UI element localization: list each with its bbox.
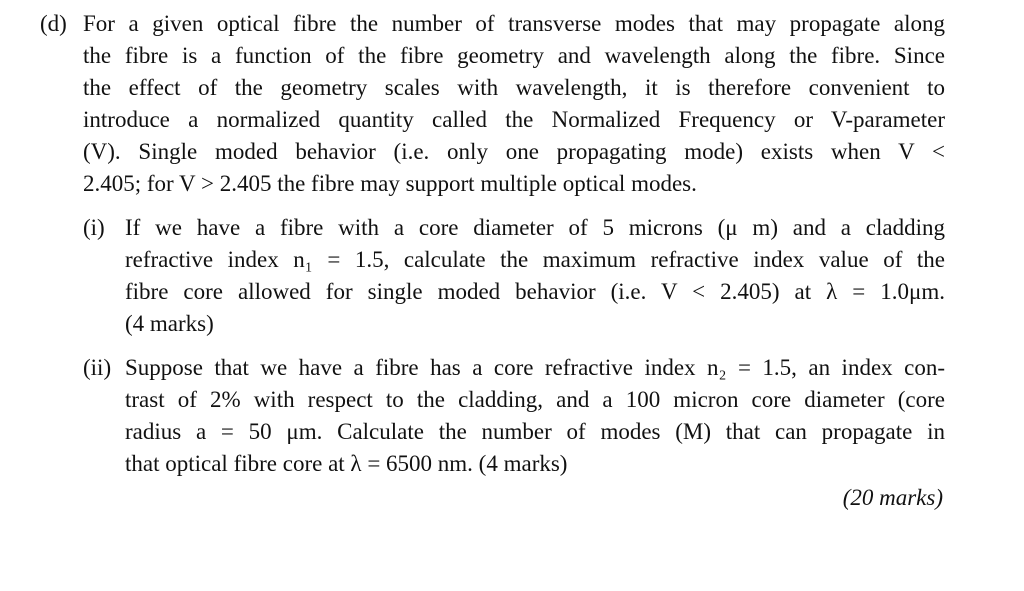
- sub-question-line: fibre core allowed for single moded behavior (i.e. V < 2.405) at λ = 1.0μm.: [125, 279, 945, 304]
- sub-question-ii: [83, 352, 945, 480]
- question-d-text: [40, 8, 945, 200]
- sub-question-line: If we have a fibre with a core diameter of 5 microns (μ m) and a cladding: [125, 215, 945, 240]
- question-line: For a given optical fibre the number of transverse modes that may propagate along: [83, 11, 945, 36]
- question-line: the fibre is a function of the fibre geometry and wavelength along the fibre. Since: [83, 43, 945, 68]
- sub-question-ii-label: (ii): [83, 355, 112, 380]
- sub-question-line: Suppose that we have a fibre has a core refractive index n₂ = 1.5, an index con-: [125, 355, 945, 380]
- question-label: (d): [40, 11, 67, 36]
- sub-question-line: trast of 2% with respect to the cladding, and a 100 micron core diameter (core: [125, 387, 945, 412]
- sub-question-i: [83, 212, 945, 340]
- sub-question-line: (4 marks): [125, 311, 214, 336]
- total-marks: (20 marks): [842, 485, 943, 510]
- sub-question-ii-text: [83, 352, 945, 480]
- question-line: the effect of the geometry scales with wavelength, it is therefore convenient to: [83, 75, 945, 100]
- question-d: [40, 8, 945, 200]
- sub-question-line: radius a = 50 μm. Calculate the number of modes (M) that can propagate in: [125, 419, 945, 444]
- sub-question-line: that optical fibre core at λ = 6500 nm. (4 marks): [125, 451, 568, 476]
- sub-question-i-label: (i): [83, 215, 105, 240]
- question-line: (V). Single moded behavior (i.e. only one propagating mode) exists when V <: [83, 139, 945, 164]
- sub-question-line: refractive index n₁ = 1.5, calculate the maximum refractive index value of the: [125, 247, 945, 272]
- question-line: 2.405; for V > 2.405 the fibre may support multiple optical modes.: [83, 171, 697, 196]
- question-line: introduce a normalized quantity called the Normalized Frequency or V-parameter: [83, 107, 945, 132]
- sub-question-i-text: [83, 212, 945, 340]
